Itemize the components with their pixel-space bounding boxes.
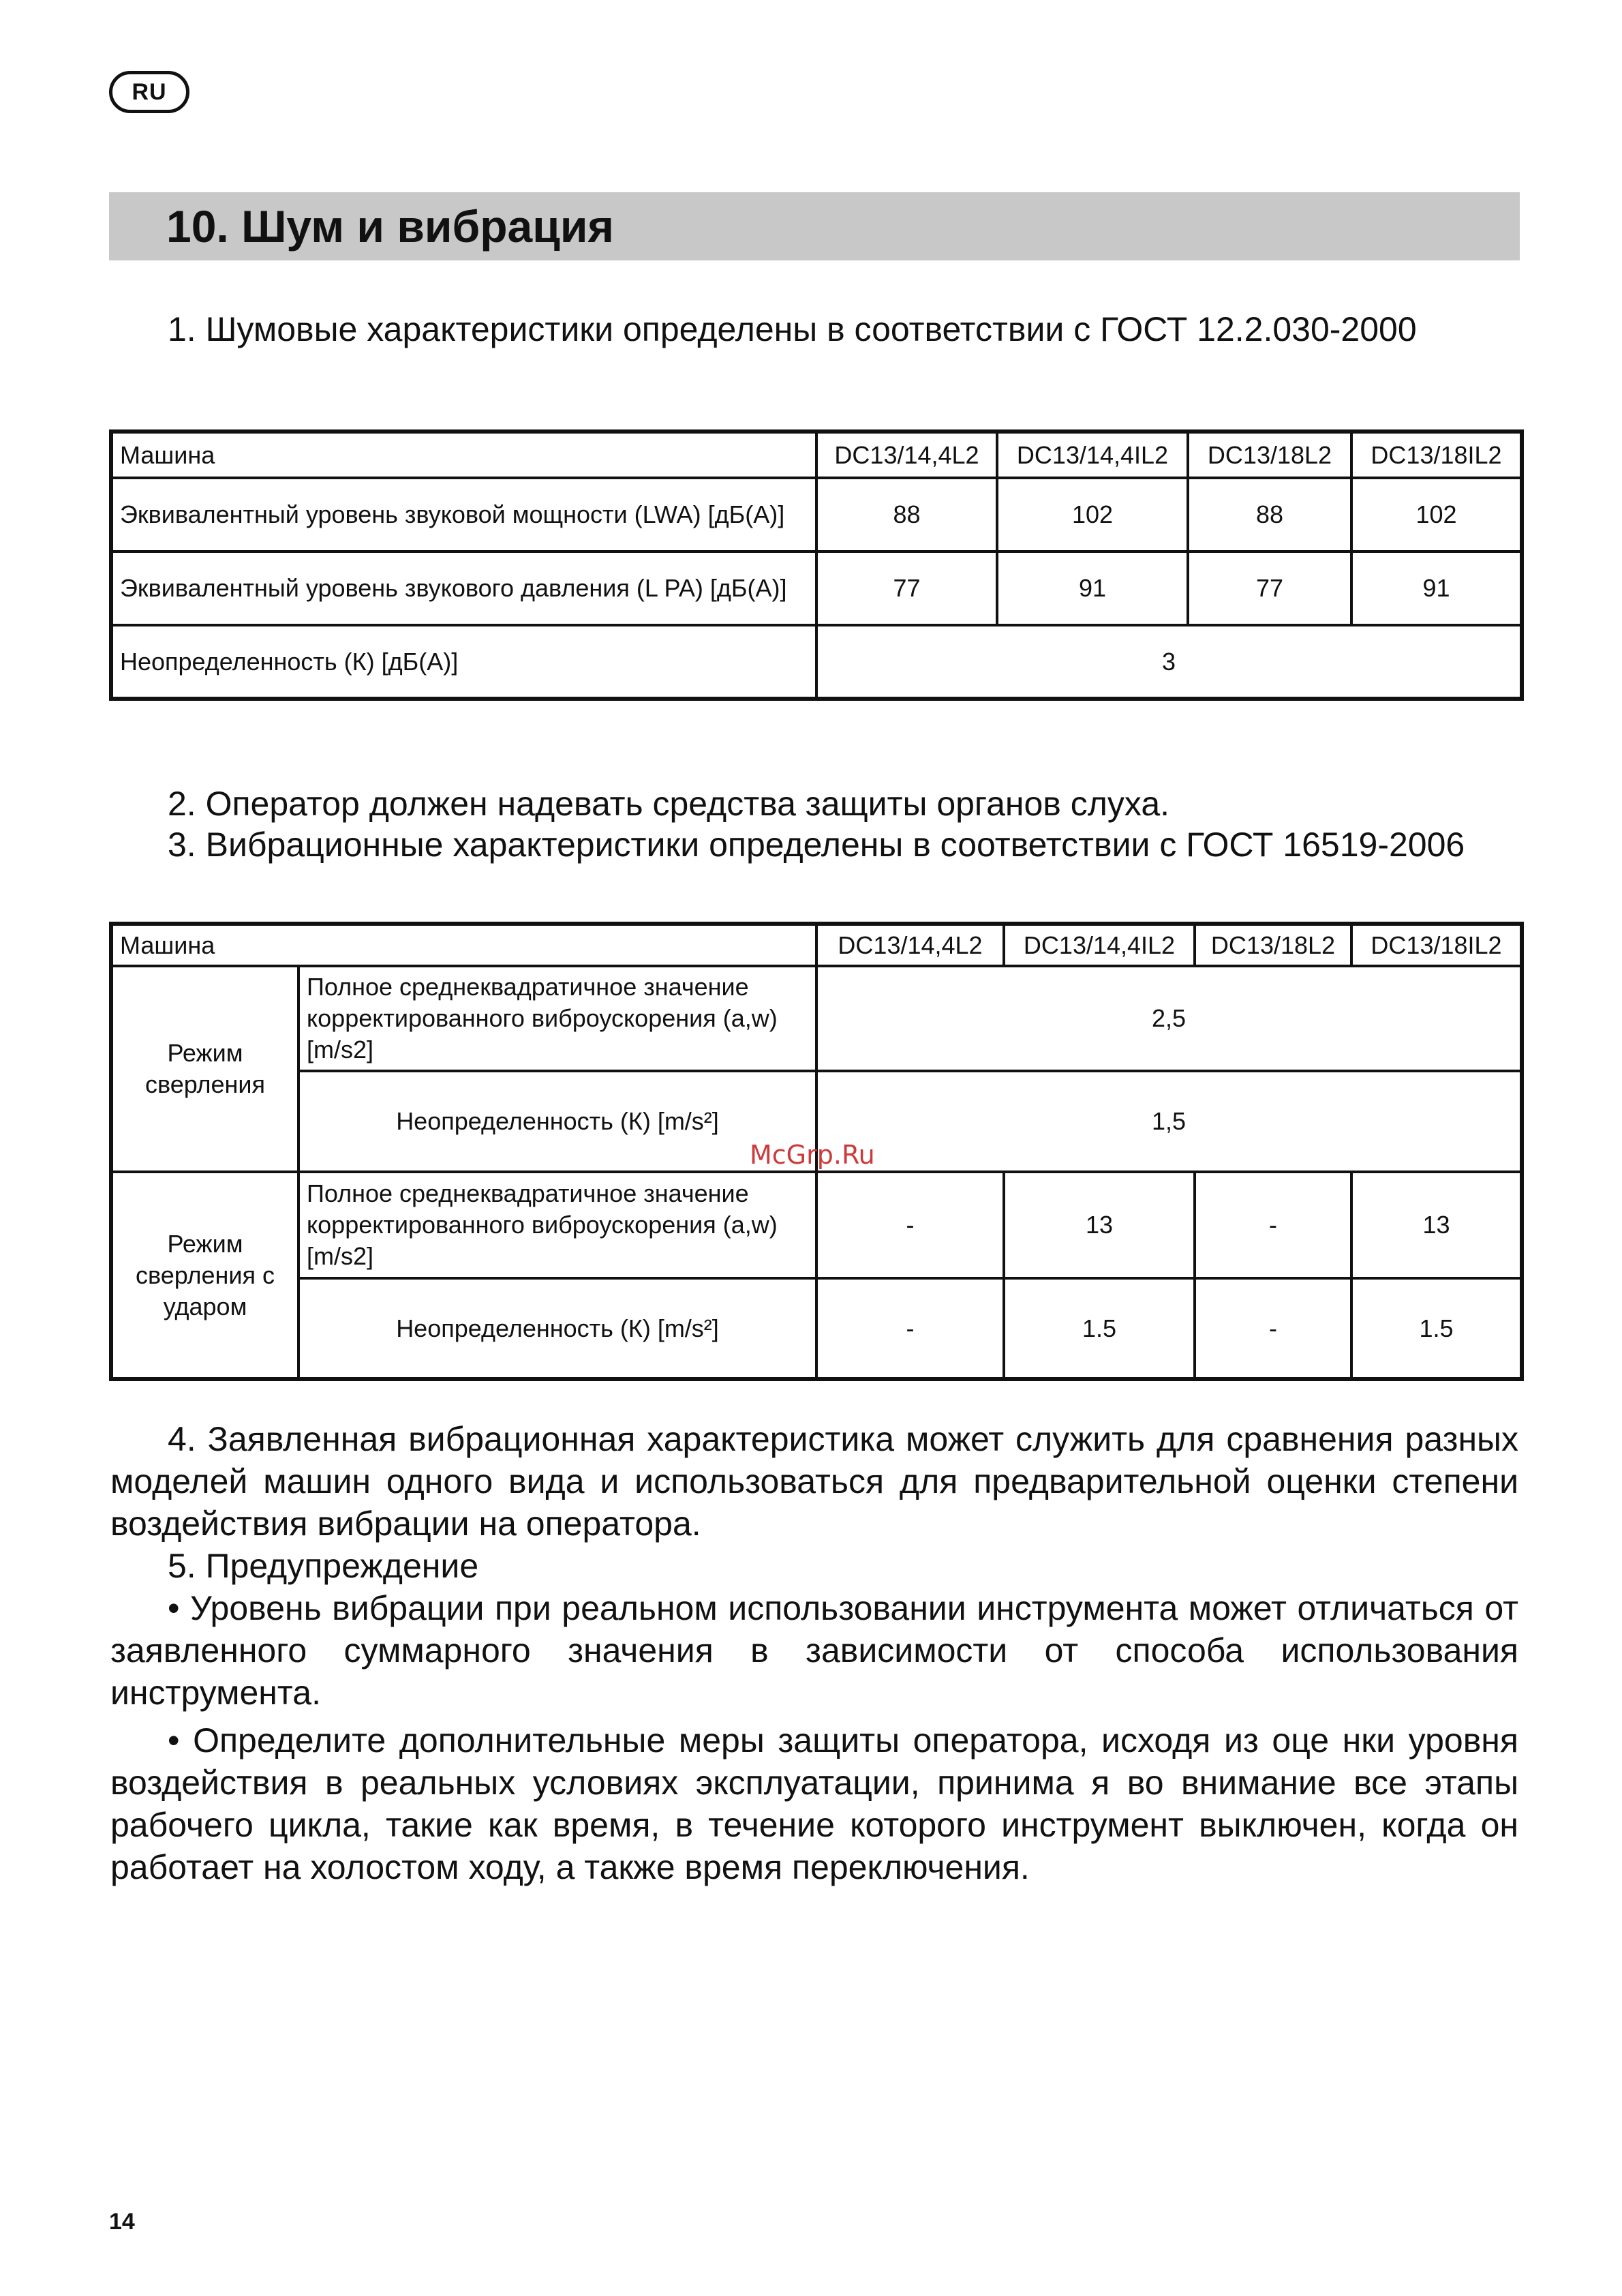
table-cell: 3: [816, 625, 1522, 699]
row-label: Эквивалентный уровень звукового давления (L PA) [дБ(А)]: [111, 552, 816, 625]
language-badge: RU: [109, 71, 189, 113]
mode-label: Режим сверления: [111, 966, 299, 1172]
mode-label: Режим сверления с ударом: [111, 1172, 299, 1379]
model-header: DC13/14,4IL2: [997, 432, 1188, 478]
table-cell: 2,5: [816, 966, 1522, 1071]
table-header-row: [111, 924, 1522, 966]
row-label: Полное среднеквадратичное значение корректированного виброускорения (a,w) [m/s2]: [299, 966, 816, 1071]
paragraph-text: 1. Шумовые характеристики определены в соответствии с ГОСТ 12.2.030-2000: [168, 310, 1417, 348]
paragraph-text: 4. Заявленная вибрационная характеристика может служить для сравнения разных моделей машин одного вида и использоваться для предварительной оценки степени воздействия вибрации на оператора.: [110, 1420, 1518, 1543]
table-cell: 1.5: [1004, 1278, 1195, 1379]
section-title: 10. Шум и вибрация: [166, 201, 614, 252]
paragraph-vibration-standard: [110, 824, 1518, 866]
table-row: [111, 966, 1522, 1071]
table-cell: 91: [1351, 552, 1522, 625]
paragraph-text: 3. Вибрационные характеристики определены в соответствии с ГОСТ 16519-2006: [168, 826, 1465, 864]
table-cell: 88: [1188, 478, 1351, 552]
table-cell: 77: [1188, 552, 1351, 625]
row-label: Неопределенность (К) [m/s²]: [299, 1071, 816, 1172]
paragraph-text: • Уровень вибрации при реальном использовании инструмента может отличаться от заявленного суммарного значения в зависимости от способа использования инструмента.: [110, 1589, 1518, 1712]
table-cell: 1,5: [816, 1071, 1522, 1172]
table-cell: -: [816, 1172, 1004, 1278]
table-cell: -: [1195, 1278, 1351, 1379]
paragraph-warning-heading: [110, 1545, 1518, 1587]
table-row: [111, 1278, 1522, 1379]
model-header: DC13/18IL2: [1351, 924, 1522, 966]
table-cell: -: [1195, 1172, 1351, 1278]
table-cell: 77: [816, 552, 997, 625]
model-header: DC13/14,4L2: [816, 924, 1004, 966]
watermark: McGrp.Ru: [750, 1140, 875, 1170]
table-header-row: [111, 432, 1522, 478]
table-row: [111, 552, 1522, 625]
model-header: DC13/18L2: [1195, 924, 1351, 966]
row-label: Неопределенность (К) [дБ(А)]: [111, 625, 816, 699]
table-cell: 102: [1351, 478, 1522, 552]
paragraph-hearing-protection: [110, 783, 1518, 825]
table-cell: -: [816, 1278, 1004, 1379]
paragraph-declared-vibration: [110, 1418, 1518, 1545]
table-row: [111, 1172, 1522, 1278]
model-header: DC13/14,4L2: [816, 432, 997, 478]
paragraph-text: 2. Оператор должен надевать средства защиты органов слуха.: [168, 785, 1170, 823]
model-header: DC13/14,4IL2: [1004, 924, 1195, 966]
row-label: Неопределенность (К) [m/s²]: [299, 1278, 816, 1379]
model-header: DC13/18L2: [1188, 432, 1351, 478]
table-cell: 13: [1004, 1172, 1195, 1278]
row-label: Эквивалентный уровень звуковой мощности (LWA) [дБ(А)]: [111, 478, 816, 552]
table-row: [111, 478, 1522, 552]
table-cell: 1.5: [1351, 1278, 1522, 1379]
paragraph-text: 5. Предупреждение: [168, 1547, 479, 1585]
table-row: [111, 625, 1522, 699]
paragraph-protection-measures: [110, 1719, 1518, 1888]
table-cell: 102: [997, 478, 1188, 552]
page-number: 14: [109, 2209, 135, 2235]
paragraph-warning-usage: [110, 1587, 1518, 1714]
table-cell: 91: [997, 552, 1188, 625]
header-label: Машина: [111, 432, 816, 478]
paragraph-noise-standard: [110, 308, 1518, 350]
table-cell: 13: [1351, 1172, 1522, 1278]
paragraph-text: • Определите дополнительные меры защиты оператора, исходя из оце нки уровня воздействия в реальных условиях эксплуатации, принима я во внимание все этапы рабочего цикла, такие как время, в течение которого инструмент выключен, когда он работает на холостом ходу, а также время переключения.: [110, 1721, 1518, 1886]
noise-table: [109, 429, 1524, 701]
header-label: Машина: [111, 924, 816, 966]
model-header: DC13/18IL2: [1351, 432, 1522, 478]
section-header: [109, 192, 1520, 260]
table-cell: 88: [816, 478, 997, 552]
row-label: Полное среднеквадратичное значение корректированного виброускорения (a,w) [m/s2]: [299, 1172, 816, 1278]
